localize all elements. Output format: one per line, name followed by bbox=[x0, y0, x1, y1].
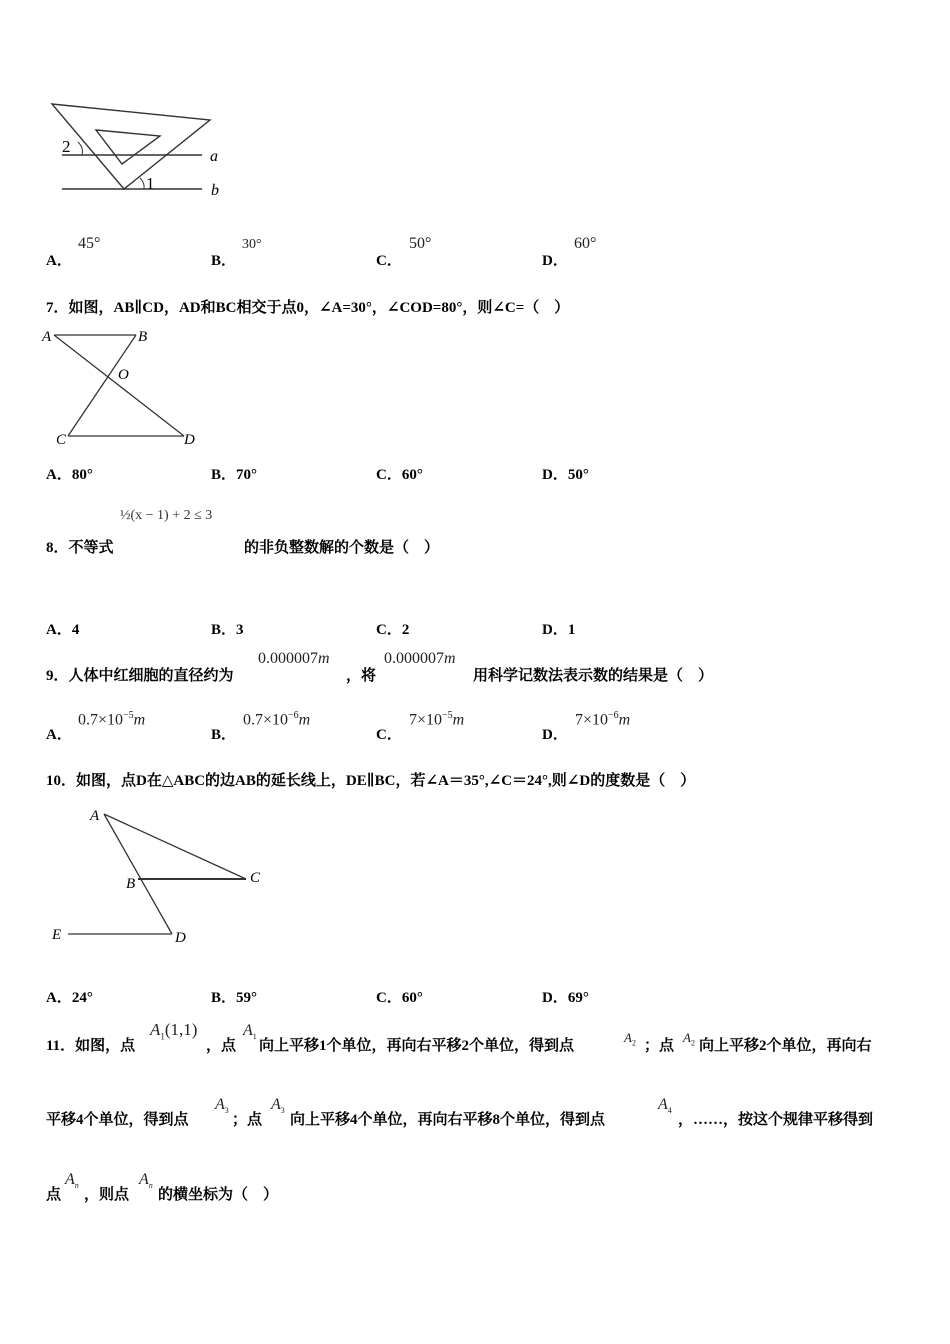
label-b: B bbox=[138, 329, 148, 345]
q11-a2-ref bbox=[683, 1030, 695, 1048]
q10-option-a-value: 24° bbox=[71, 990, 93, 1006]
segment-ac bbox=[104, 814, 246, 879]
q7-option-b-letter: B． bbox=[211, 467, 237, 483]
q9-middle: ，将 bbox=[346, 668, 377, 684]
q10-option-d-letter: D． bbox=[542, 990, 568, 1006]
label-b: B bbox=[126, 876, 136, 892]
q9-value1-unit: m bbox=[318, 650, 330, 667]
q10-option-c-letter: C． bbox=[376, 990, 402, 1006]
q9-option-b-unit: m bbox=[298, 711, 311, 729]
q11-a4-point bbox=[658, 1096, 672, 1115]
q11-a1-ref bbox=[243, 1022, 257, 1041]
q6-option-b-value: 30° bbox=[242, 237, 262, 252]
q11-a3-letter: A bbox=[215, 1096, 225, 1113]
q6-option-d-letter: D． bbox=[542, 253, 568, 269]
q7-option-c-letter: C． bbox=[376, 467, 402, 483]
q10-option-b[interactable] bbox=[211, 986, 257, 1007]
q9-suffix: 用科学记数法表示数的结果是（ ） bbox=[473, 668, 714, 684]
q10-option-d[interactable] bbox=[542, 986, 589, 1007]
large-triangle bbox=[52, 104, 210, 189]
segment-ad bbox=[54, 335, 184, 436]
q9-option-a-value bbox=[78, 710, 145, 729]
q8-option-b[interactable] bbox=[211, 618, 244, 639]
q9-option-c-letter: C． bbox=[376, 727, 402, 743]
q10-option-a-letter: A． bbox=[46, 990, 72, 1006]
q8-prefix: 8．不等式 bbox=[46, 540, 114, 556]
q9-option-b[interactable] bbox=[211, 723, 236, 744]
q8-option-c-value: 2 bbox=[401, 622, 410, 638]
q6-option-a[interactable] bbox=[46, 249, 72, 270]
q8-option-b-letter: B． bbox=[211, 622, 237, 638]
figure-q10 bbox=[44, 802, 274, 950]
angle-2-arc bbox=[78, 142, 83, 155]
q11-line1-e: 向上平移2个单位，再向右 bbox=[699, 1038, 872, 1054]
q8-option-d-letter: D． bbox=[542, 622, 568, 638]
q11-a1-sub: 1 bbox=[160, 1031, 165, 1042]
q11-a1-coord: (1,1) bbox=[164, 1020, 198, 1039]
q9-option-b-letter: B． bbox=[211, 727, 237, 743]
q9-value1 bbox=[258, 650, 330, 668]
q6-option-d-value: 60° bbox=[574, 235, 597, 252]
q6-option-b-letter: B． bbox=[211, 253, 237, 269]
q9-option-c-unit: m bbox=[452, 711, 465, 729]
q11-a2-letter: A bbox=[624, 1030, 632, 1045]
q7-option-d-letter: D． bbox=[542, 467, 568, 483]
q11-a2-sub: 2 bbox=[631, 1038, 636, 1048]
q11-a1-letter: A bbox=[150, 1020, 161, 1039]
q7-text: 7．如图，AB∥CD，AD和BC相交于点0，∠A=30°，∠COD=80°，则∠C=（ ） bbox=[46, 300, 570, 316]
q9-value1-number: 0.000007 bbox=[258, 650, 318, 667]
angle-1-arc bbox=[140, 178, 144, 189]
q11-a1-point bbox=[150, 1020, 197, 1041]
q10-option-d-value: 69° bbox=[567, 990, 589, 1006]
label-b: b bbox=[211, 182, 219, 199]
q8-option-a-value: 4 bbox=[71, 622, 80, 638]
q9-value2-unit: m bbox=[444, 650, 456, 667]
q11-a1-ref-sub: 1 bbox=[252, 1032, 257, 1042]
label-c: C bbox=[56, 432, 67, 448]
q8-option-b-value: 3 bbox=[236, 622, 244, 638]
figure-q6 bbox=[48, 98, 238, 208]
q9-option-c-exp: −5 bbox=[442, 710, 453, 721]
q8-option-a[interactable] bbox=[46, 618, 79, 639]
q6-option-c-letter: C． bbox=[376, 253, 402, 269]
q11-an-ref-sub: n bbox=[148, 1181, 153, 1191]
label-e: E bbox=[52, 927, 62, 943]
q11-a2-ref-letter: A bbox=[683, 1030, 691, 1045]
q6-option-d[interactable] bbox=[542, 249, 568, 270]
q9-option-d-exp: −6 bbox=[608, 710, 619, 721]
q11-line3-a: 点 bbox=[46, 1187, 62, 1203]
q11-line3-c: 的横坐标为（ ） bbox=[158, 1187, 279, 1203]
q11-a1-ref-letter: A bbox=[243, 1022, 253, 1039]
q9-value2-number: 0.000007 bbox=[384, 650, 444, 667]
q10-option-b-value: 59° bbox=[236, 990, 258, 1006]
q9-option-c-value bbox=[409, 710, 464, 729]
q11-an-sub: n bbox=[74, 1181, 79, 1191]
label-a: A bbox=[90, 808, 100, 824]
q9-option-d-unit: m bbox=[618, 711, 631, 729]
q9-option-d-value bbox=[575, 710, 630, 729]
q9-prefix: 9．人体中红细胞的直径约为 bbox=[46, 668, 234, 684]
q7-option-a[interactable] bbox=[46, 463, 93, 484]
q11-a4-letter: A bbox=[658, 1096, 668, 1113]
label-1: 1 bbox=[146, 174, 155, 193]
small-triangle bbox=[96, 130, 160, 164]
q9-value2 bbox=[384, 650, 456, 668]
q9-option-a-base: 0.7×10 bbox=[78, 711, 124, 729]
q8-option-a-letter: A． bbox=[46, 622, 72, 638]
segment-ad bbox=[104, 814, 172, 934]
q7-option-b-value: 70° bbox=[236, 467, 258, 483]
q10-option-c[interactable] bbox=[376, 986, 423, 1007]
q8-option-c[interactable] bbox=[376, 618, 409, 639]
q9-option-d-base: 7×10 bbox=[575, 711, 609, 729]
q10-option-b-letter: B． bbox=[211, 990, 237, 1006]
q9-option-d[interactable] bbox=[542, 723, 568, 744]
q11-a2-ref-sub: 2 bbox=[690, 1038, 695, 1048]
figure-q7 bbox=[40, 326, 210, 448]
q11-a3-sub: 3 bbox=[224, 1106, 229, 1116]
q6-option-b[interactable] bbox=[211, 249, 236, 270]
q9-option-a-exp: −5 bbox=[123, 710, 134, 721]
q7-option-d[interactable] bbox=[542, 463, 589, 484]
q11-line1-b: ，点 bbox=[206, 1038, 237, 1054]
q11-an-letter: A bbox=[65, 1171, 75, 1188]
q9-option-b-exp: −6 bbox=[288, 710, 299, 721]
q11-an-ref-letter: A bbox=[139, 1171, 149, 1188]
q11-an-ref bbox=[139, 1171, 153, 1190]
q9-option-a-unit: m bbox=[133, 711, 146, 729]
q8-suffix: 的非负整数解的个数是（ ） bbox=[244, 540, 440, 556]
q9-option-b-base: 0.7×10 bbox=[243, 711, 289, 729]
label-d: D bbox=[175, 930, 186, 946]
label-o: O bbox=[118, 367, 129, 383]
q11-line2-d: ，……，按这个规律平移得到 bbox=[678, 1112, 874, 1128]
q9-option-c-base: 7×10 bbox=[409, 711, 443, 729]
label-c: C bbox=[250, 870, 261, 886]
q7-option-c-value: 60° bbox=[401, 467, 423, 483]
q10-text: 10．如图，点D在△ABC的边AB的延长线上，DE∥BC，若∠A＝35°,∠C＝24°,则∠D的度数是（ ） bbox=[46, 773, 696, 789]
q7-option-d-value: 50° bbox=[567, 467, 589, 483]
label-a: a bbox=[210, 148, 218, 165]
q8-option-c-letter: C． bbox=[376, 622, 402, 638]
q9-option-c[interactable] bbox=[376, 723, 402, 744]
q11-line1-c: 向上平移1个单位，再向右平移2个单位，得到点 bbox=[259, 1038, 575, 1054]
q6-option-a-value: 45° bbox=[78, 235, 101, 252]
label-d: D bbox=[184, 432, 195, 448]
q7-option-a-value: 80° bbox=[71, 467, 93, 483]
q7-option-a-letter: A． bbox=[46, 467, 72, 483]
q6-option-c[interactable] bbox=[376, 249, 402, 270]
q9-option-a[interactable] bbox=[46, 723, 72, 744]
q11-a3-ref bbox=[271, 1096, 285, 1115]
q9-option-a-letter: A． bbox=[46, 727, 72, 743]
q9-option-b-value bbox=[243, 710, 310, 729]
q8-option-d[interactable] bbox=[542, 618, 575, 639]
q11-line2-b: ；点 bbox=[232, 1112, 263, 1128]
label-2: 2 bbox=[62, 137, 71, 156]
label-a: A bbox=[42, 329, 52, 345]
q11-line2-a: 平移4个单位，得到点 bbox=[46, 1112, 189, 1128]
q8-option-d-value: 1 bbox=[567, 622, 576, 638]
q10-option-a[interactable] bbox=[46, 986, 93, 1007]
segment-bc bbox=[68, 335, 136, 436]
q11-a3-ref-sub: 3 bbox=[280, 1106, 285, 1116]
q7-option-b[interactable] bbox=[211, 463, 257, 484]
q10-option-c-value: 60° bbox=[401, 990, 423, 1006]
q6-option-c-value: 50° bbox=[409, 235, 432, 252]
q11-a2-point bbox=[624, 1030, 636, 1048]
q11-line2-c: 向上平移4个单位，再向右平移8个单位，得到点 bbox=[290, 1112, 606, 1128]
q11-an-point bbox=[65, 1171, 79, 1190]
q6-option-a-letter: A． bbox=[46, 253, 72, 269]
q11-line1-d: ；点 bbox=[644, 1038, 675, 1054]
q11-a3-ref-letter: A bbox=[271, 1096, 281, 1113]
q11-a4-sub: 4 bbox=[667, 1106, 672, 1116]
q11-line1-a: 11．如图，点 bbox=[46, 1038, 136, 1054]
q8-inequality: ½(x − 1) + 2 ≤ 3 bbox=[120, 508, 213, 523]
q7-option-c[interactable] bbox=[376, 463, 423, 484]
q11-line3-b: ，则点 bbox=[84, 1187, 130, 1203]
q9-option-d-letter: D． bbox=[542, 727, 568, 743]
q11-a3-point bbox=[215, 1096, 229, 1115]
